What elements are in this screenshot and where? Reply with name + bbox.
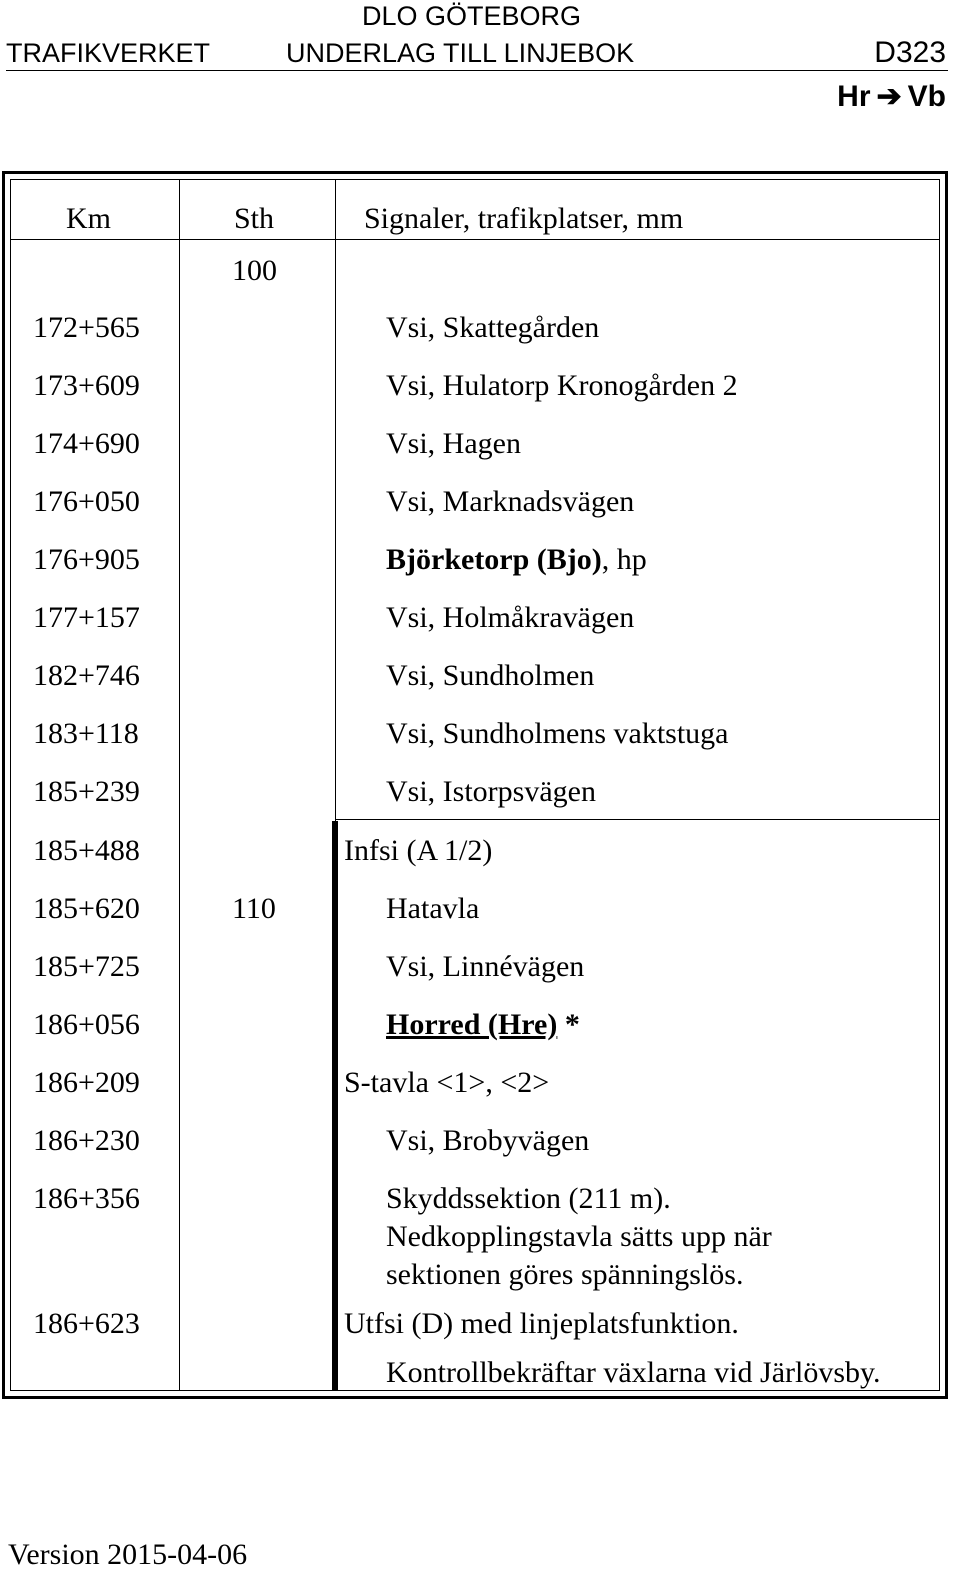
station-name: Horred (Hre) [386, 1008, 558, 1041]
speed-value: 110 [232, 892, 276, 925]
station-type: , hp [601, 543, 647, 576]
table-row-desc: Vsi, Marknadsvägen [386, 485, 635, 518]
table-row-desc: Vsi, Brobyvägen [386, 1124, 590, 1157]
table-row-desc-line: Nedkopplingstavla sätts upp när [386, 1220, 772, 1253]
table-row-desc: Vsi, Istorpsvägen [386, 775, 596, 808]
table-row-desc: Vsi, Hagen [386, 427, 521, 460]
table-row-km: 174+690 [33, 427, 140, 460]
direction-from: Hr [837, 80, 871, 113]
table-row-km: 172+565 [33, 311, 140, 344]
station-name: Björketorp (Bjo) [386, 543, 602, 576]
table-row-desc: Vsi, Hulatorp Kronogården 2 [386, 369, 738, 402]
table-row-km: 186+230 [33, 1124, 140, 1157]
table-row-desc: Vsi, Sundholmen [386, 659, 595, 692]
table-row-desc: Vsi, Skattegården [386, 311, 600, 344]
table-row-km: 186+209 [33, 1066, 140, 1099]
direction-to: Vb [907, 80, 946, 113]
column-header-km: Km [66, 202, 111, 235]
header-row-divider [11, 239, 939, 240]
version-label: Version 2015-04-06 [8, 1538, 248, 1571]
table-row-km: 186+623 [33, 1307, 140, 1340]
table-row-desc-line: sektionen göres spänningslös. [386, 1258, 744, 1291]
column-header-description: Signaler, trafikplatser, mm [364, 202, 684, 235]
right-arrow-icon: ➔ [876, 80, 902, 113]
table-row-km: 186+056 [33, 1008, 140, 1041]
table-row-desc: S-tavla <1>, <2> [344, 1066, 550, 1099]
station-marker: * [557, 1008, 580, 1041]
speed-value: 100 [232, 254, 277, 287]
table-row-km: 185+725 [33, 950, 140, 983]
district-title: DLO GÖTEBORG [362, 1, 582, 31]
table-row-km: 185+239 [33, 775, 140, 808]
table-row-desc: Vsi, Holmåkravägen [386, 601, 635, 634]
table-row-km: 182+746 [33, 659, 140, 692]
table-row-km: 185+620 [33, 892, 140, 925]
document-title: UNDERLAG TILL LINJEBOK [286, 38, 635, 68]
table-row-km: 176+050 [33, 485, 140, 518]
document-code: D323 [874, 36, 946, 69]
table-row-km: 177+157 [33, 601, 140, 634]
table-row-desc: Skyddssektion (211 m). [386, 1182, 671, 1215]
section-divider [335, 819, 939, 820]
table-row-desc: Infsi (A 1/2) [344, 834, 493, 867]
column-divider-km-sth [179, 180, 180, 1390]
direction-label [837, 82, 946, 112]
table-row-km: 186+356 [33, 1182, 140, 1215]
table-row-km: 173+609 [33, 369, 140, 402]
column-header-sth: Sth [234, 202, 275, 235]
organization-name: TRAFIKVERKET [6, 38, 211, 68]
table-row-desc: Vsi, Linnévägen [386, 950, 585, 983]
table-row-km: 183+118 [33, 717, 139, 750]
table-row-desc: Utfsi (D) med linjeplatsfunktion. [344, 1307, 739, 1340]
table-row-km: 185+488 [33, 834, 140, 867]
table-row-desc: Hatavla [386, 892, 480, 925]
table-row-desc: Kontrollbekräftar växlarna vid Järlövsby. [386, 1356, 881, 1389]
table-row-desc [386, 1010, 580, 1040]
table-row-km: 176+905 [33, 543, 140, 576]
table-row-desc: Vsi, Sundholmens vaktstuga [386, 717, 729, 750]
header-rule [6, 70, 948, 71]
double-track-bar [332, 821, 338, 1390]
table-row-desc [386, 545, 647, 575]
